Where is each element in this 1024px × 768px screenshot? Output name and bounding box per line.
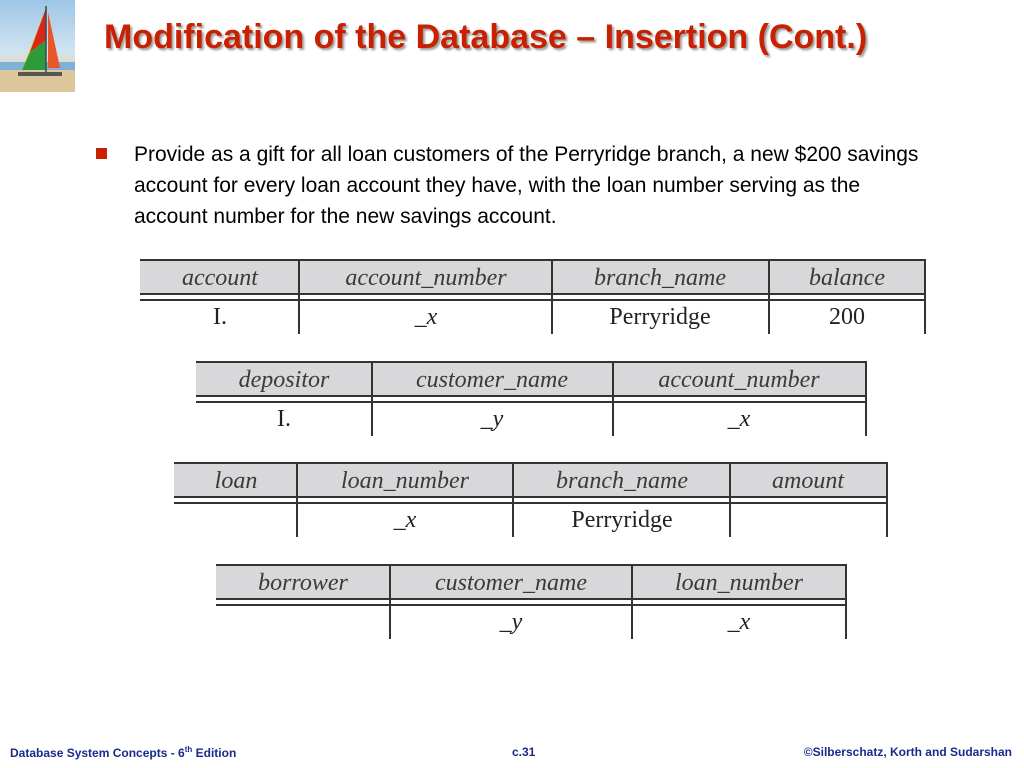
column-header: branch_name: [594, 265, 726, 291]
qbe-table-loan: [174, 461, 894, 541]
bullet-text: Provide as a gift for all loan customers of the Perryridge branch, a new $200 savings account for every loan account they have, with the loan number serving as the account number for the new savings account.: [134, 143, 919, 228]
column-header: loan_number: [341, 468, 469, 494]
sailboat-logo: [0, 0, 75, 92]
row-cell: I.: [213, 304, 227, 330]
column-header: amount: [772, 468, 844, 494]
column-header: balance: [809, 265, 885, 291]
column-header: loan_number: [675, 570, 803, 596]
row-cell: Perryridge: [571, 507, 673, 533]
column-header: customer_name: [416, 367, 568, 393]
qbe-table-borrower: [216, 563, 852, 643]
row-cell: _y: [499, 609, 523, 635]
row-cell: I.: [277, 406, 291, 432]
column-header: account_number: [345, 265, 507, 291]
qbe-table-account: [140, 258, 930, 338]
table-name: account: [182, 265, 258, 291]
row-cell: _x: [727, 609, 751, 635]
column-header: customer_name: [435, 570, 587, 596]
row-cell: _x: [414, 304, 438, 330]
qbe-table-depositor: [196, 360, 872, 440]
table-name: loan: [214, 468, 258, 494]
footer-book-title: Database System Concepts - 6th Edition: [10, 745, 237, 760]
row-cell: 200: [829, 304, 865, 330]
footer-page-number: c.31: [512, 745, 536, 759]
square-bullet-icon: [96, 148, 107, 159]
table-name: depositor: [238, 367, 330, 393]
slide-title: Modification of the Database – Insertion (Cont.): [104, 18, 868, 56]
column-header: account_number: [658, 367, 820, 393]
column-header: branch_name: [556, 468, 688, 494]
table-name: borrower: [258, 570, 348, 596]
footer-copyright: ©Silberschatz, Korth and Sudarshan: [803, 745, 1012, 759]
row-cell: _x: [727, 406, 751, 432]
row-cell: _y: [480, 406, 504, 432]
row-cell: _x: [393, 507, 417, 533]
row-cell: Perryridge: [609, 304, 711, 330]
